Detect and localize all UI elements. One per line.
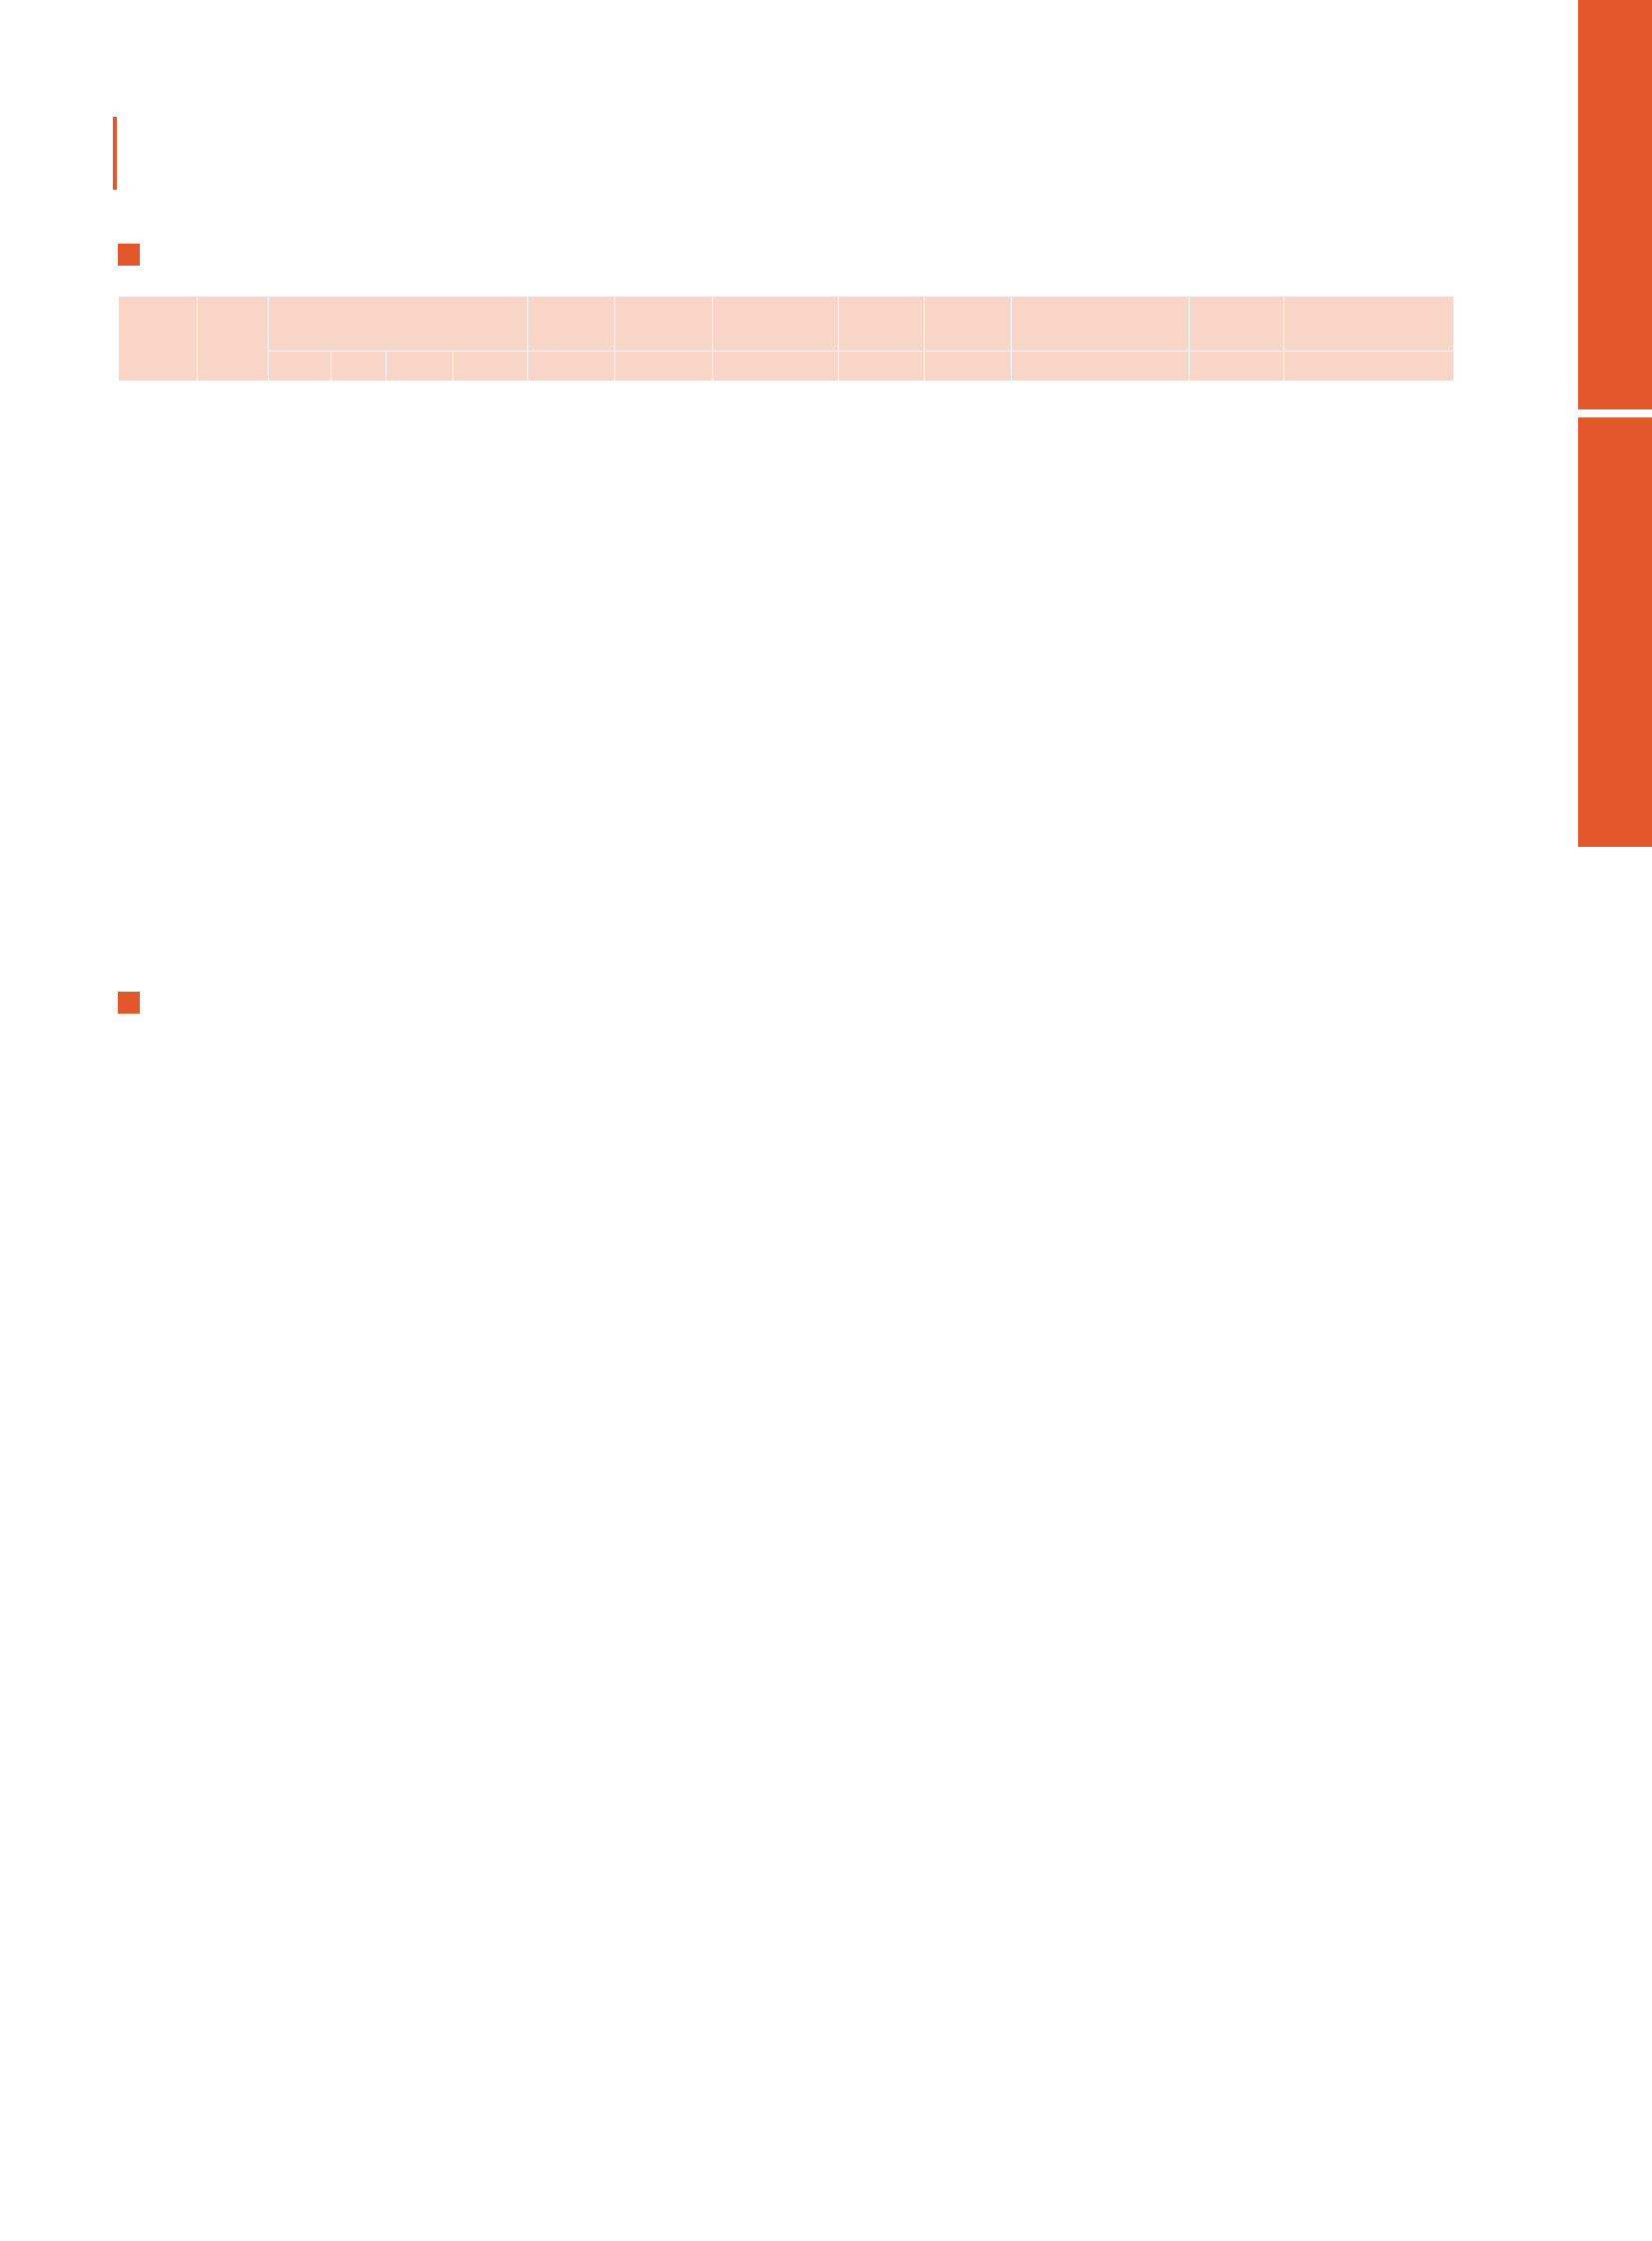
- header-torque: [615, 297, 713, 352]
- unit-permmax: [1284, 352, 1454, 381]
- header-inertia: [1012, 297, 1190, 352]
- side-tab-series: [1578, 417, 1652, 847]
- header-ratio: [198, 297, 269, 381]
- header-axial: [925, 297, 1012, 352]
- performance-section-title: [118, 241, 146, 270]
- title-accent-bar: [113, 117, 117, 190]
- unit-maxtorque: [713, 352, 839, 381]
- unit-perm: [1190, 352, 1284, 381]
- header-type-no: [269, 352, 332, 381]
- unit-speed: [528, 352, 615, 381]
- header-permmax: [1284, 297, 1454, 352]
- header-maxtorque: [713, 297, 839, 352]
- unit-axial: [925, 352, 1012, 381]
- section-square-icon: [118, 992, 140, 1014]
- header-sub-ratio: [387, 352, 453, 381]
- unit-radial: [839, 352, 925, 381]
- dimensions-section-title: [118, 989, 146, 1018]
- header-speed: [528, 297, 615, 352]
- header-perm: [1190, 297, 1284, 352]
- unit-torque: [615, 352, 713, 381]
- header-sub-model: [332, 352, 387, 381]
- performance-table: [118, 296, 1454, 381]
- header-model: [269, 297, 528, 352]
- header-power: [119, 297, 198, 381]
- side-tab-category: [1578, 0, 1652, 409]
- header-sub-power: [453, 352, 528, 381]
- section-square-icon: [118, 244, 140, 266]
- header-radial: [839, 297, 925, 352]
- unit-inertia: [1012, 352, 1190, 381]
